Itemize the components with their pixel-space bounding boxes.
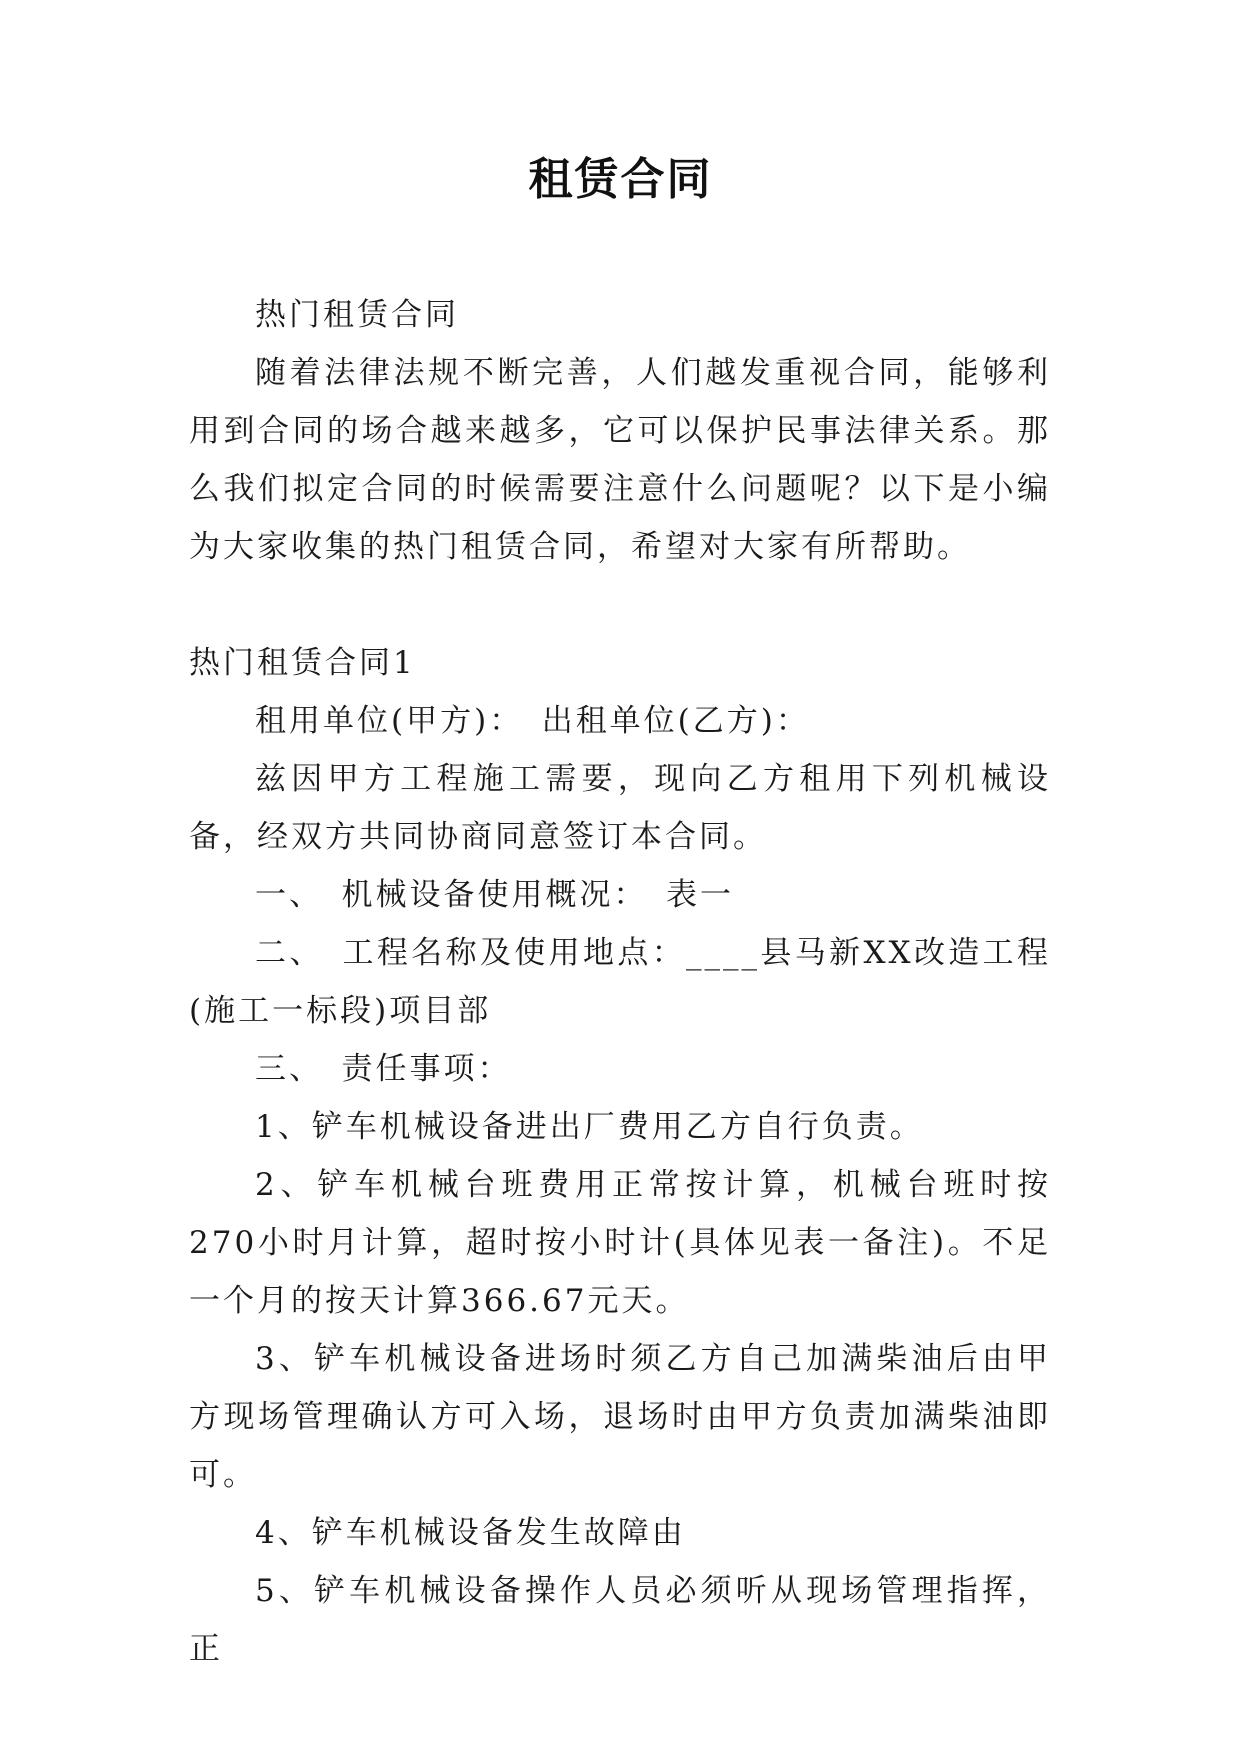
document-body	[189, 286, 1051, 1678]
parties-line: 租用单位(甲方)： 出租单位(乙方)：	[255, 703, 810, 739]
clause-1: 1、铲车机械设备进出厂费用乙方自行负责。	[255, 1109, 924, 1145]
clause-3: 3、铲车机械设备进场时须乙方自己加满柴油后由甲方现场管理确认方可入场，退场时由甲方负责加满柴油即可。	[189, 1341, 1051, 1493]
contract-1-heading: 热门租赁合同1	[189, 645, 416, 681]
purpose-paragraph: 兹因甲方工程施工需要，现向乙方租用下列机械设备，经双方共同协商同意签订本合同。	[189, 761, 1051, 855]
intro-heading: 热门租赁合同	[255, 297, 459, 333]
section-two: 二、 工程名称及使用地点：____县马新XX改造工程(施工一标段)项目部	[189, 935, 1051, 1029]
clause-4: 4、铲车机械设备发生故障由	[255, 1515, 686, 1551]
clause-2: 2、铲车机械台班费用正常按计算，机械台班时按270小时月计算，超时按小时计(具体见表一备注)。不足一个月的按天计算366.67元天。	[189, 1167, 1051, 1319]
clause-5: 5、铲车机械设备操作人员必须听从现场管理指挥，正	[189, 1573, 1051, 1667]
intro-paragraph: 随着法律法规不断完善，人们越发重视合同，能够利用到合同的场合越来越多，它可以保护民事法律关系。那么我们拟定合同的时候需要注意什么问题呢？以下是小编为大家收集的热门租赁合同，希望对大家有所帮助。	[189, 355, 1051, 565]
section-three: 三、 责任事项：	[255, 1051, 512, 1087]
paragraph-spacer	[189, 576, 1051, 634]
section-one: 一、 机械设备使用概况： 表一	[255, 877, 734, 913]
document-title: 租赁合同	[528, 154, 713, 205]
